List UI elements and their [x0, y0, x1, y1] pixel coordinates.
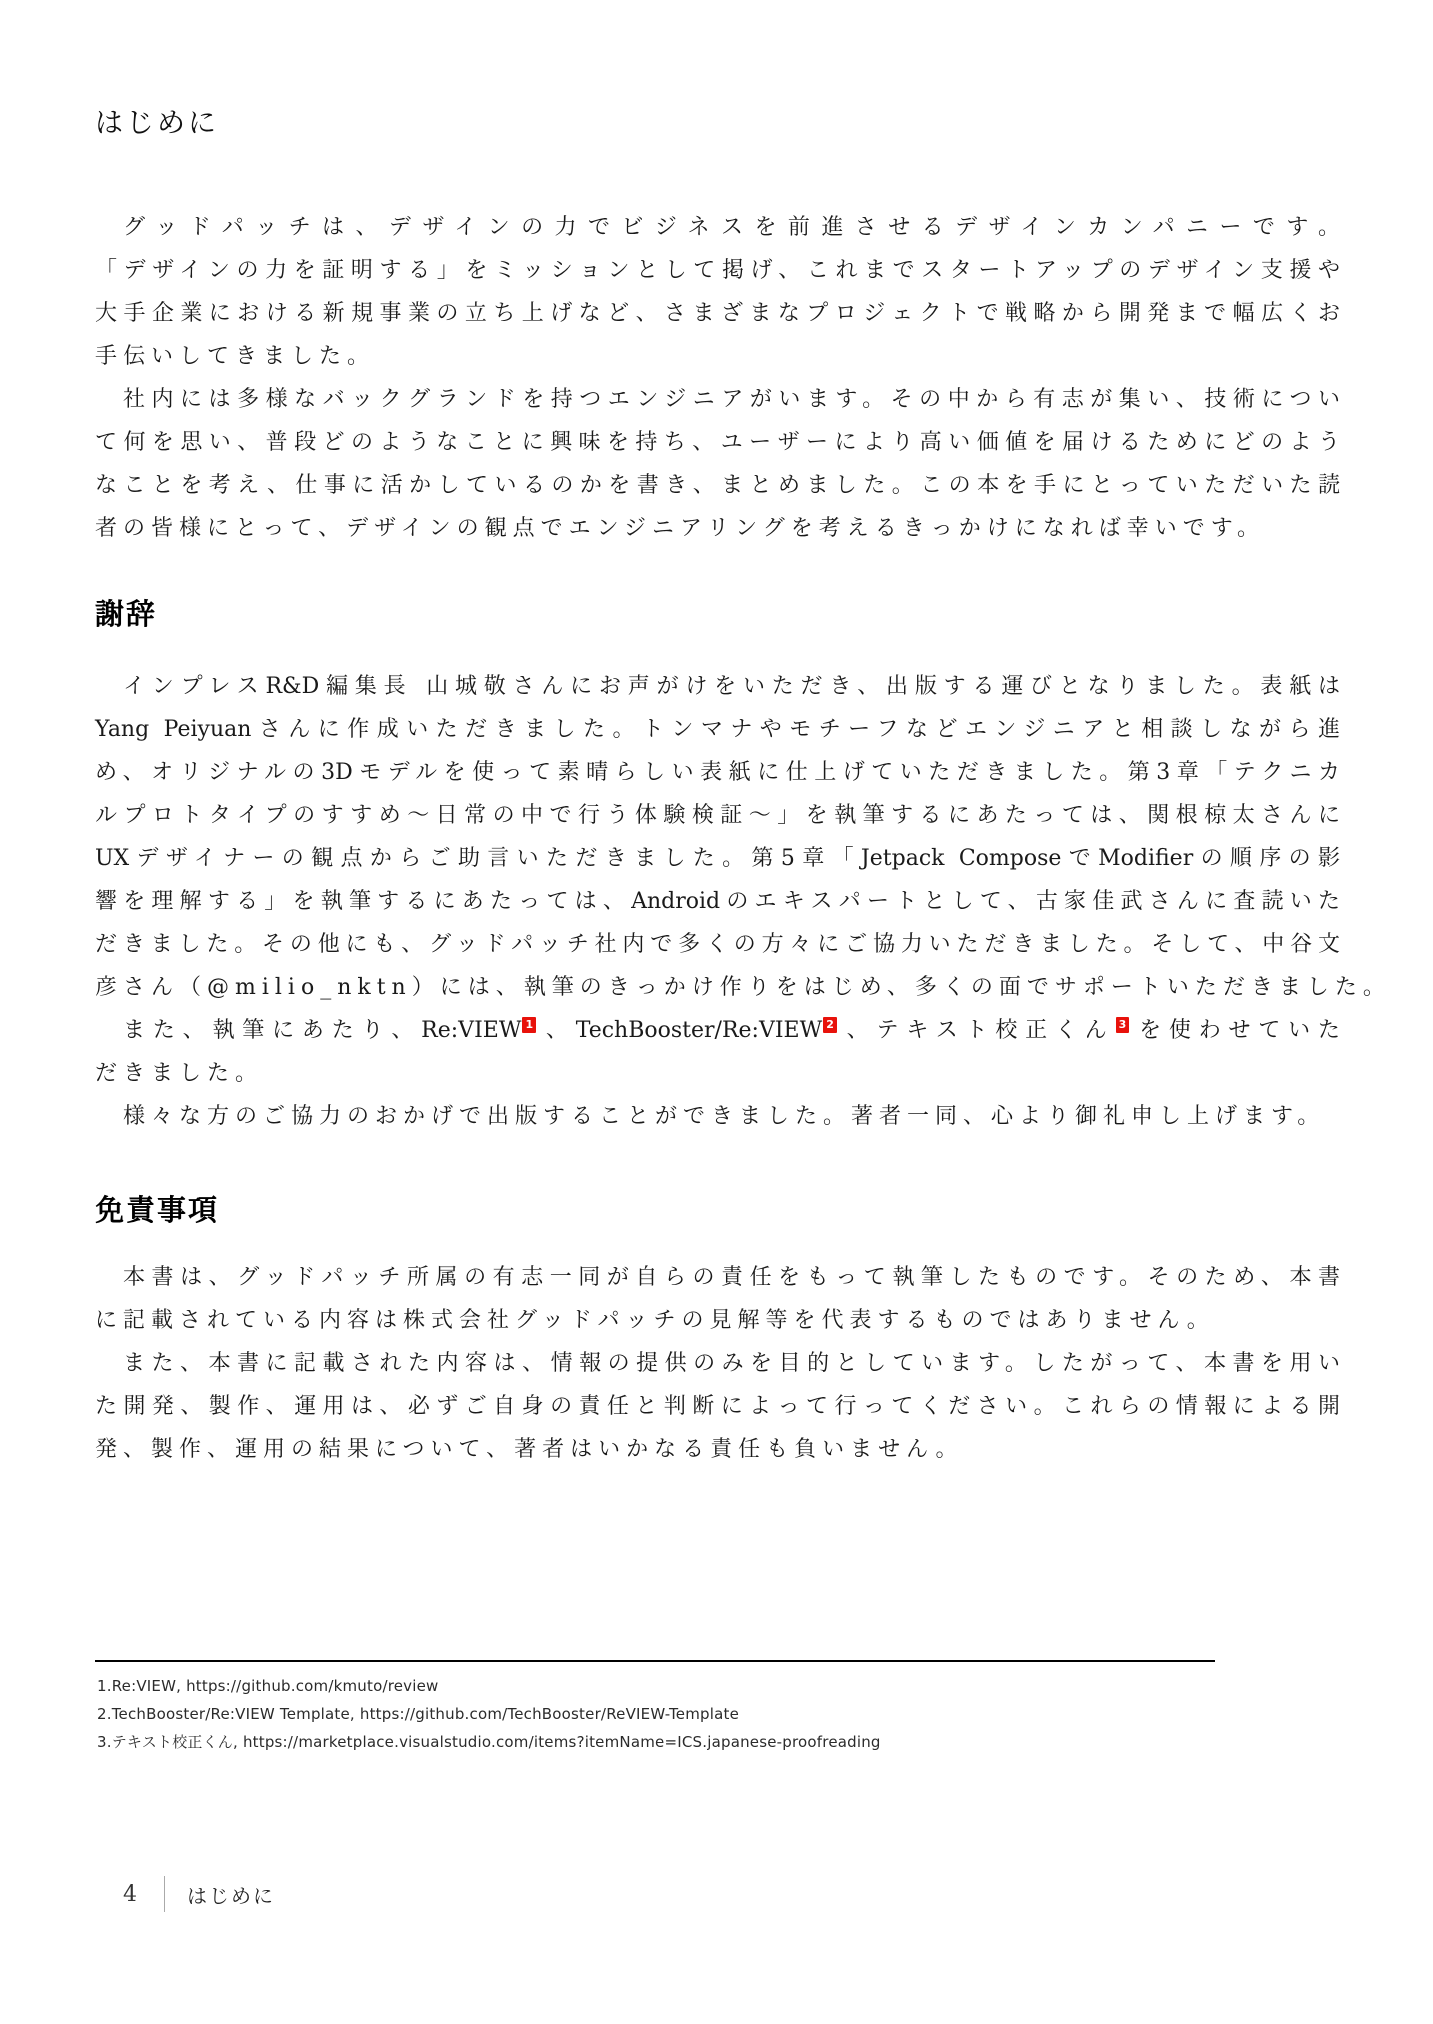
footnote-divider: [95, 1660, 1215, 1662]
section-heading-acknowledgments: 謝辞: [95, 597, 158, 631]
text-line: グッドパッチは、デザインの力でビジネスを前進させるデザインカンパニーです。: [123, 215, 1340, 240]
acknowledgments-paragraphs: [95, 665, 1391, 1138]
text-line: た開発、製作、運用は、必ずご自身の責任と判断によって行ってください。これらの情報による開: [95, 1394, 1340, 1419]
intro-paragraphs: [95, 206, 1340, 550]
text-line: 大手企業における新規事業の立ち上げなど、さまざまなプロジェクトで戦略から開発まで幅広くお: [95, 301, 1340, 326]
disclaimer-paragraphs: [95, 1256, 1340, 1471]
section-heading-disclaimer: 免責事項: [95, 1193, 220, 1227]
text-line: 発、製作、運用の結果について、著者はいかなる責任も負いません。: [95, 1437, 964, 1462]
text-line: なことを考え、仕事に活かしているのかを書き、まとめました。この本を手にとっていただいた読: [95, 473, 1340, 498]
text-line: 彦さん（@milio_nktn）には、執筆のきっかけ作りをはじめ、多くの面でサポートいただきました。: [95, 975, 1391, 1000]
text-line: 本書は、グッドパッチ所属の有志一同が自らの責任をもって執筆したものです。そのため、本書: [123, 1265, 1340, 1290]
footnote-list: [97, 1672, 1342, 1756]
footnote-item: 1.Re:VIEW, https://github.com/kmuto/review: [97, 1677, 439, 1695]
text-line: また、本書に記載された内容は、情報の提供のみを目的としています。したがって、本書を用い: [123, 1351, 1340, 1376]
text-line: インプレスR&D編集長 山城敬さんにお声がけをいただき、出版する運びとなりました。表紙は: [123, 674, 1340, 699]
text-line: だきました。: [95, 1061, 264, 1086]
text-line: ルプロトタイプのすすめ〜日常の中で行う体験検証〜」を執筆するにあたっては、関根椋太さんに: [95, 803, 1340, 828]
footnote-item: 3.テキスト校正くん, https://marketplace.visualstudio.com/items?itemName=ICS.japanese-proofreading: [97, 1733, 881, 1751]
footnote-item: 2.TechBooster/Re:VIEW Template, https://github.com/TechBooster/ReVIEW-Template: [97, 1705, 740, 1723]
footnote-marker[interactable]: 1: [522, 1017, 536, 1033]
text-line: に記載されている内容は株式会社グッドパッチの見解等を代表するものではありません。: [95, 1308, 1215, 1333]
text-line: て何を思い、普段どのようなことに興味を持ち、ユーザーにより高い価値を届けるためにどのよう: [95, 430, 1340, 455]
text-line: Yang Peiyuanさんに作成いただきました。トンマナやモチーフなどエンジニアと相談しながら進: [95, 717, 1340, 742]
text-line: UXデザイナーの観点からご助言いただきました。第5章「Jetpack ComposeでModifierの順序の影: [95, 846, 1340, 871]
text-line: 「デザインの力を証明する」をミッションとして掲げ、これまでスタートアップのデザイン支援や: [95, 258, 1340, 283]
footer-section-title: はじめに: [187, 1883, 275, 1908]
text-line: また、執筆にあたり、Re:VIEW 1 、TechBooster/Re:VIEW 2 、テキスト校正くん 3 を使わせていた: [123, 1018, 1340, 1043]
text-line: 者の皆様にとって、デザインの観点でエンジニアリングを考えるきっかけになれば幸いです。: [95, 516, 1265, 541]
page-number: 4: [123, 1881, 137, 1907]
text-line: 社内には多様なバックグランドを持つエンジニアがいます。その中から有志が集い、技術につい: [123, 387, 1340, 412]
footer-divider: [164, 1876, 165, 1912]
footnote-marker[interactable]: 3: [1116, 1017, 1130, 1033]
page-title: はじめに: [95, 106, 220, 139]
text-line: 手伝いしてきました。: [95, 344, 376, 369]
text-line: 響を理解する」を執筆するにあたっては、Androidのエキスパートとして、古家佳武さんに査読いた: [95, 889, 1340, 914]
text-line: だきました。その他にも、グッドパッチ社内で多くの方々にご協力いただきました。そして、中谷文: [95, 932, 1340, 957]
page-footer: [118, 1876, 275, 1912]
footnote-marker[interactable]: 2: [823, 1017, 837, 1033]
text-line: め、オリジナルの3Dモデルを使って素晴らしい表紙に仕上げていただきました。第3章「テクニカ: [95, 760, 1340, 785]
text-line: 様々な方のご協力のおかげで出版することができました。著者一同、心より御礼申し上げます。: [123, 1104, 1326, 1129]
